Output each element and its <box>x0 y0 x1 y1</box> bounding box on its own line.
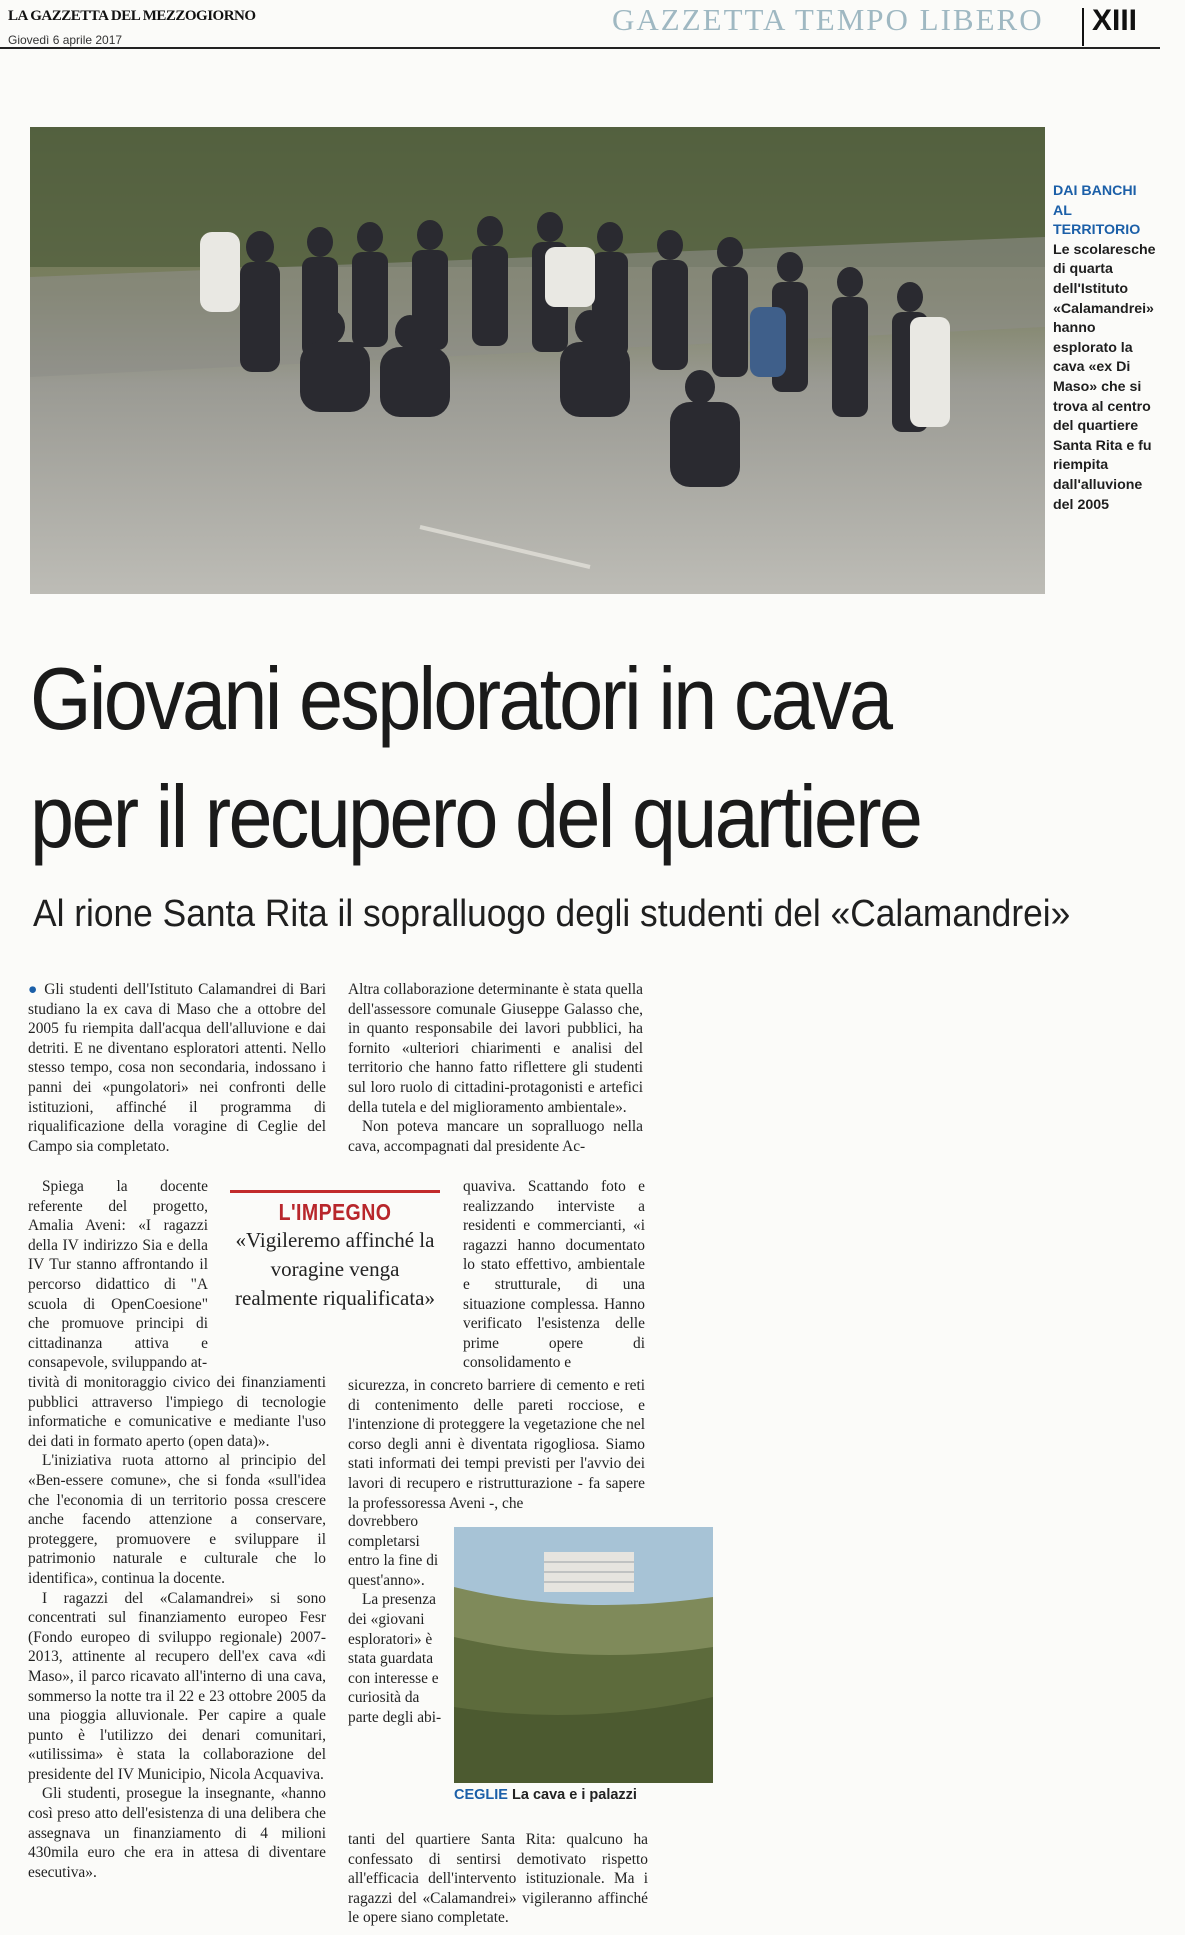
group-photo <box>30 127 1045 594</box>
pull-quote-text: «Vigileremo affinché la voragine venga realmente riqualificata» <box>235 1228 435 1310</box>
article-paragraph: L'iniziativa ruota attorno al principio del «Ben-essere comune», che si fonda «sull'idea che l'economia di un territorio possa crescere anche facendo attenzione a conservare, proteggere, promuovere e sviluppare il patrimonio naturale e culturale che lo identifica», continua la docente. <box>28 1452 326 1587</box>
photo-caption-kicker: DAI BANCHI AL TERRITORIO <box>1053 183 1141 239</box>
article-column-1-bottom <box>28 1373 326 1882</box>
pull-quote <box>230 1190 440 1313</box>
article-column-2-narrow <box>463 1177 645 1373</box>
photo-caption <box>1053 182 1158 515</box>
article-paragraph: quaviva. Scattando foto e realizzando interviste a residenti e commercianti, «i ragazzi hanno documentato lo stato effettivo, ambientale e strutturale, di una situazione complessa. Hanno verificato l'esistenza delle prime opere di consolidamento e <box>463 1178 645 1372</box>
article-paragraph: sicurezza, in concreto barriere di cemento e reti di contenimento delle pareti rocciose, e l'intenzione di proteggere la vegetazione che nel corso degli anni è diventata rigogliosa. Siamo stati informati dei tempi previsti per l'avvio dei lavori di recupero e ristrutturazione - fa sapere la professoressa Aveni -, che <box>348 1377 645 1512</box>
article-paragraph: Non poteva mancare un sopralluogo nella cava, accompagnati dal presidente Ac- <box>348 1118 643 1155</box>
caption-tag: CEGLIE <box>454 1787 508 1803</box>
pull-quote-rule <box>230 1190 440 1193</box>
article-paragraph: La presenza dei «giovani esploratori» è stata guardata con interesse e curiosità da parte degli abi- <box>348 1591 442 1726</box>
headline <box>30 640 1056 876</box>
header-divider <box>1082 8 1084 46</box>
caption-text: La cava e i palazzi <box>512 1787 637 1803</box>
dateline: Giovedì 6 aprile 2017 <box>8 33 123 47</box>
article-column-2-last <box>348 1830 648 1928</box>
article-paragraph: I ragazzi del «Calamandrei» si sono concentrati sul finanziamento europeo Fesr (Fondo europeo di sviluppo regionale) 2007-2013, attinente al recupero dell'ex cava «di Maso», il parco ricavato all'interno di una cava, sommerso la notte tra il 22 e 23 ottobre 2005 da una pioggia alluvionale. Per capire a quale punto è l'utilizzo dei denari comunitari, «utilissima» è stata la collaborazione del presidente del IV Municipio, Nicola Acquaviva. <box>28 1589 326 1783</box>
article-paragraph: Altra collaborazione determinante è stata quella dell'assessore comunale Giuseppe Galasso che, in quanto responsabile dei lavori pubblici, ha fornito «ulteriori chiarimenti e analisi del territorio che hanno fatto riflettere gli studenti sul loro ruolo di cittadini-protagonisti e artefici della tutela e del miglioramento ambientale». <box>348 981 643 1116</box>
pull-quote-label: L'IMPEGNO <box>278 1199 392 1225</box>
quarry-photo <box>454 1527 713 1783</box>
page-number: XIII <box>1092 4 1138 37</box>
article-column-1-top <box>28 980 326 1156</box>
article-column-2-top <box>348 980 643 1156</box>
article-column-1-narrow <box>28 1177 208 1373</box>
article-paragraph: ● Gli studenti dell'Istituto Calamandrei di Bari studiano la ex cava di Maso che a ottobre del 2005 fu riempita dall'acqua dell'alluvione e dai detriti. E ne diventano esploratori attenti. Nello stesso tempo, cosa non secondaria, indossano i panni dei «pungolatori» nei confronti delle istituzioni, affinché il programma di riqualificazione della voragine di Ceglie del Campo sia completato. <box>28 981 327 1155</box>
article-paragraph: Spiega la docente referente del progetto, Amalia Aveni: «I ragazzi della IV indirizzo Sia e della IV Tur stanno affrontando il percorso didattico di "A scuola di OpenCoesione" che promuove principi di cittadinanza attiva e consapevole, sviluppando at- <box>28 1178 208 1372</box>
article-paragraph: tività di monitoraggio civico dei finanziamenti pubblici attraverso l'impiego di tecnologie informatiche e comunicative e mediante l'uso dei dati in formato aperto (open data)». <box>28 1374 326 1450</box>
bullet-icon: ● <box>28 981 39 998</box>
masthead: LA GAZZETTA DEL MEZZOGIORNO <box>8 8 256 24</box>
quarry-photo-caption <box>454 1787 637 1803</box>
article-paragraph: Gli studenti, prosegue la insegnante, «hanno così preso atto dell'esistenza di una delibera che assegnava un finanziamento di 4 milioni 430mila euro che era in attesa di diventare esecutiva». <box>28 1785 326 1881</box>
subheadline: Al rione Santa Rita il sopralluogo degli studenti del «Calamandrei» <box>33 893 1071 935</box>
header-rule <box>0 47 1160 49</box>
headline-line-1: Giovani esploratori in cava <box>30 649 891 748</box>
article-paragraph: dovrebbero completarsi entro la fine di quest'anno». <box>348 1513 439 1589</box>
article-column-2-bottom <box>348 1376 645 1513</box>
headline-line-2: per il recupero del quartiere <box>30 767 921 866</box>
photo-caption-text: Le scolaresche di quarta dell'Istituto «Calamandrei» hanno esplorato la cava «ex Di Maso» che si trova al centro del quartiere Santa Rita e fu riempita dall'alluvione del 2005 <box>1053 241 1156 513</box>
article-column-2-narrow-bottom <box>348 1512 444 1728</box>
section-title: GAZZETTA TEMPO LIBERO <box>612 2 1044 37</box>
article-paragraph: tanti del quartiere Santa Rita: qualcuno ha confessato di sentirsi demotivato rispetto all'efficacia dell'intervento istituzionale. Ma i ragazzi del «Calamandrei» vigileranno affinché le opere siano completate. <box>348 1831 648 1927</box>
